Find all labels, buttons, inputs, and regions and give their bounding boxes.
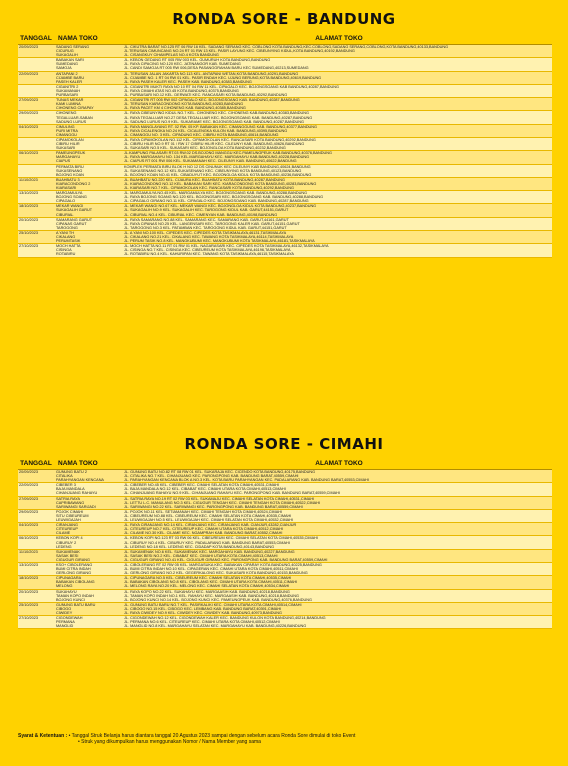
store-name: GERLONG GIRANG xyxy=(56,571,92,576)
store-address: JL. CIPUNAGARA NO.5 KEL. CIBEUREUM KEC. CIMAHI SELATAN KOTA CIMAHI,40535,CIMAHI xyxy=(124,576,292,581)
row-nama-toko xyxy=(54,72,122,84)
row-nama-toko xyxy=(54,98,122,110)
store-name: MOCH HATTA xyxy=(56,244,81,249)
store-name: SADANG SERANG xyxy=(56,45,90,49)
store-name: SARIWANGI SARIJADI xyxy=(56,504,96,509)
store-address: JL. RAYA SAMARANG NO.88 KEL. SAMARANG KEC. SAMARANG KAB. GARUT,44161,GARUT xyxy=(124,217,289,222)
store-name: SUKAHAYU xyxy=(56,589,77,594)
store-address: JL. CITALIKA NO.7 KEL. CIHANJUANG KEC. PARONGPONG KAB. BANDUNG BARAT,40559,CIMAHI xyxy=(124,474,299,479)
store-name: CIGANITRI 2 xyxy=(56,84,79,89)
store-address: JL. CIBEUREUM NO.88 KEL. CIBEUREUM KEC. CIMAHI SELATAN KOTA CIMAHI,40535,CIMAHI xyxy=(124,513,292,518)
row-alamat-toko xyxy=(122,218,552,230)
store-address: JL. PARAHYANGAN KENCANA BLOK A NO.3 KEL. KOTA BARU PARAHYANGAN KEC. PADALARANG KAB. BANDUNG BARAT,40553,CIMAHI xyxy=(124,478,369,483)
store-address: JL. RAYA CIWIDEY NO.9 KEL. CIWIDEY KEC. CIWIDEY KAB. BANDUNG,40973,BANDUNG xyxy=(124,611,282,615)
store-name: SUKAGALIH xyxy=(56,53,78,58)
table-row xyxy=(18,191,552,204)
table-header xyxy=(18,33,552,45)
table-row xyxy=(18,550,552,563)
store-name: BABAKAN CIBOLANG xyxy=(56,580,95,585)
store-name: SATRIA RAYA xyxy=(56,496,81,501)
store-name: CIMULING xyxy=(56,124,75,129)
store-address: JL.KAMPUNG PALASARI RT.03 RW.02 DS.BOJONG MANGGU KEC.PAMEUNGPEUK KAB.BANDUNG,40376,BANDUNG xyxy=(124,151,332,156)
store-name: SAMARANG GARUT xyxy=(56,217,93,222)
store-name: SASAK BESI xyxy=(56,553,79,558)
header-nama-toko: NAMA TOKO xyxy=(58,460,98,467)
table-row xyxy=(18,510,552,523)
section-title-bandung: RONDA SORE - BANDUNG xyxy=(172,10,396,28)
row-alamat-toko xyxy=(122,550,552,562)
store-address: JL. TERUSAN JALAN JAKARTA NO.113 KEL. ANTAPANI WETAN,KOTA BANDUNG,40291,BANDUNG xyxy=(124,71,299,76)
table-row xyxy=(18,470,552,483)
store-name: CIBOGO xyxy=(56,606,72,611)
store-address: JL. CIGANITRI RT 005 RW 002 CIPAGALO KEC. BOJONGSOANG KAB. BANDUNG,40287,BANDUNG xyxy=(124,98,300,103)
store-name: CIRANJANG xyxy=(56,523,78,528)
table-row xyxy=(18,58,552,71)
store-name: BAJA MANDALA xyxy=(56,487,85,492)
store-address: JL. CIJAMBE NO. 1 RT 04 RW 01 KEL. PASIR ENDAH KEC. UJUNG BERUNG,KOTA BANDUNG,40619,BANDUNG xyxy=(124,75,322,80)
store-address: JL. CIGUGUR GIRANG NO.41 KEL. CIGUGUR GIRANG KEC. PARONGPONG KAB. BANDUNG BARAT,40559,CIMAHI xyxy=(124,557,328,562)
store-name: GUNUNG BATU 2 xyxy=(56,470,87,474)
table-body xyxy=(18,470,552,726)
store-address: JL. MELONG RAYA NO.20 KEL. MELONG KEC. CIMAHI SELATAN KOTA CIMAHI,40534,CIMAHI xyxy=(124,584,290,589)
store-address: JL. CISINGA NO.7 KEL. CISINGA KEC. CIBEUREUM KOTA TASIKMALAYA,46196,TASIKMALAYA xyxy=(124,248,291,253)
store-name: A YANI TH xyxy=(56,230,74,235)
row-alamat-toko xyxy=(122,576,552,588)
table-row xyxy=(18,178,552,191)
store-name: CIBEBER 3 xyxy=(56,483,76,488)
row-nama-toko xyxy=(54,178,122,190)
store-address: JL. SASAK BESI NO.2 KEL. CIBABAT KEC. CIMAHI UTARA KOTA CIMAHI,40513,CIMAHI xyxy=(124,553,278,558)
row-nama-toko xyxy=(54,231,122,243)
row-alamat-toko xyxy=(122,85,552,97)
store-name: MEKAR WANGI xyxy=(56,204,84,209)
store-address: JL. KEBON GEDANG RT 005 RW 003 KEL. GUMURUH KOTA BANDUNG,BANDUNG xyxy=(124,58,271,63)
row-nama-toko xyxy=(54,497,122,509)
store-name: MELONG xyxy=(56,584,73,589)
store-address: JL. PURBASARI NO.12 KEL. DERWATI KEC. RANCASARI KOTA BANDUNG,40292,BANDUNG xyxy=(124,93,288,98)
store-address: KOMPLEK PERMATA BIRU BLOK H NO 12 DS CINUNUK KEC CILEUNYI KAB BANDUNG,40624,BANDUNG xyxy=(124,164,311,169)
store-address: JL. CISANGKUY CIHAMPELAS NO.4 KOTA BANDUNG xyxy=(124,53,219,58)
row-nama-toko xyxy=(54,58,122,70)
store-address: JL. RAYA CIMAHI ATAS NO.45 KOTA BANDUNG,40375,BANDUNG xyxy=(124,88,239,93)
store-name: MARGAMULYA xyxy=(56,191,83,196)
store-address: JL. MEKAR WANGI NO.67 KEL. MEKAR WANGI KEC. BOJONGLOA KIDUL KOTA BANDUNG,40237,BANDUNG xyxy=(124,204,317,209)
store-name: PURI MITRA xyxy=(56,128,78,133)
store-name: TAROGONG xyxy=(56,225,78,230)
store-name: CIBIRU HILIR xyxy=(56,142,80,147)
store-address: JL. KEBON KOPI NO.123 RT 03 RW 06 KEL. CIBEUREUM KEC. CIMAHI SELATAN KOTA CIMAHI,40535,CIMAHI xyxy=(124,536,318,541)
store-name: ANTAPANI 2 xyxy=(56,71,78,76)
store-name: PASEH KALER xyxy=(56,79,83,84)
terms-line-1: • Tanggal Struk Belanja harus diantara tanggal 20 Agustus 2023 sampai dengan sebelum acara Ronda Sore dimulai di toko Event xyxy=(68,733,356,739)
store-address: JL. RAYA MANGLAYANG RT. 02 RW. 05 KP. BABAKAN KEC. CIMANGGUNG KAB. BANDUNG,40377,BANDUNG xyxy=(124,124,317,129)
table-body xyxy=(18,45,552,424)
row-alamat-toko xyxy=(122,470,552,482)
store-name: CIPUNAGARA xyxy=(56,576,82,581)
store-address: JL. ROTABIRU NO.4 KEL. KAHURIPAN KEC. TAWANG KOTA TASIKMALAYA,46115,TASIKMALAYA xyxy=(124,252,294,257)
store-address: JL. RAYA CIRANJANG NO.14 KEL. CIRANJANG KEC. CIRANJANG KAB. CIANJUR,43282,CIANJUR xyxy=(124,523,297,528)
row-nama-toko xyxy=(54,244,122,256)
store-name: CITALIKA xyxy=(56,474,73,479)
store-address: JL. A YANI NO.100 KEL. CIPEDES KEC. CIPEDES KOTA TASIKMALAYA,46131,TASIKMALAYA xyxy=(124,230,287,235)
store-address: JL. TAMAN KOPO INDAH NO.1 KEL. RAHAYU KEC. MARGAASIH KAB. BANDUNG,40218,BANDUNG xyxy=(124,593,299,598)
row-tanggal: 11/10/2023 xyxy=(19,549,38,554)
store-name: CICURUG xyxy=(56,49,74,54)
row-nama-toko xyxy=(54,576,122,588)
store-address: JL. MOCH HATTA NO.11 RT 01 RW 01 KEL. NAGARASARI KEC. CIPEDES KOTA TASIKMALAYA,46132,TASIKMALAYA xyxy=(124,244,329,249)
store-address: JL. CIBURIAL NO.4 KEL. CIBURIAL KEC. CIMENYAN KAB. BANDUNG,40198,BANDUNG xyxy=(124,212,278,217)
store-address: JL. RAYA PASEH KALER KEC. PASEH KAB. BANDUNG,40383,BANDUNG xyxy=(124,79,252,84)
store-address: JL. RAYA MARGAHAYU NO. 134 KEL.MARGAHAYU KEC. MARGAHAYU KAB.BANDUNG,40228,BANDUNG xyxy=(124,155,310,160)
store-address: JL. CIPAGALO GIRANG NO.11 KEL. CIPAGALO KEC. BOJONGSOANG KAB. BANDUNG,40287,BANDUNG xyxy=(124,199,309,204)
row-alamat-toko xyxy=(122,204,552,216)
row-tanggal: 25/10/2023 xyxy=(19,230,39,235)
row-nama-toko xyxy=(54,550,122,562)
store-name: MANGLID xyxy=(56,624,74,629)
store-address: JL. CIBEBER NO.45 KEL. CIBEBER KEC. CIMAHI SELATAN KOTA CIMAHI,40531,CIMAHI xyxy=(124,483,280,488)
row-tanggal: 11/10/2023 xyxy=(19,177,38,182)
store-address: JL. CIGONDEWAH NO.12 KEL. CIGONDEWAH KALER KEC. BANDUNG KULON KOTA BANDUNG,40214,BANDUNG xyxy=(124,616,326,621)
store-address: JL. CIKUTRA BARAT NO.125 RT 06 RW 16 KEL. SADANG SERANG KEC. COBLONG KOTA BANDUNG,KEC.COBLONG,SADANG SERANG,COBLONG,KOTA BANDUNG,40133,BANDUNG xyxy=(124,45,449,49)
row-tanggal: 25/10/2023 xyxy=(19,602,39,607)
row-alamat-toko xyxy=(122,72,552,84)
row-alamat-toko xyxy=(122,111,552,123)
table-row xyxy=(18,590,552,603)
store-address: JL. CIKALANG NO.21 KEL. CIKALANG KEC. TAWANG KOTA TASIKMALAYA,46114,TASIKMALAYA xyxy=(124,235,294,240)
store-name: SAMOJA xyxy=(56,66,72,71)
row-tanggal: 22/09/2023 xyxy=(19,71,39,76)
store-address: JL. BOJONG KUNCI NO.14 KEL. BOJONG KUNCI KEC. PAMEUNGPEUK KAB. BANDUNG,40376,BANDUNG xyxy=(124,597,312,602)
row-nama-toko xyxy=(54,510,122,522)
store-address: JL. SUKASARI NO.5 KEL. SUKASARI KEC. BOJONGLOA KOTA BANDUNG,40232,BANDUNG xyxy=(124,146,286,151)
table-row xyxy=(18,218,552,231)
row-alamat-toko xyxy=(122,616,552,628)
store-address: JL. CIAPUS RT 001 RW 006 KEL. SUKAMANAH KEC. CILEUNYI KAB. BANDUNG,40622,BANDUNG xyxy=(124,159,297,164)
store-name: TEGALLUAR-SABAN xyxy=(56,115,93,120)
store-table-cimahi xyxy=(18,458,552,726)
row-tanggal xyxy=(18,165,54,177)
row-tanggal: 20/09/2023 xyxy=(19,470,39,474)
store-name: CIWIDEY xyxy=(56,611,73,615)
store-address: JL. RAYA TEGALLUAR NO.27 DESA TEGALLUAR KEC. BOJONGSOANG KAB. BANDUNG,40287,BANDUNG xyxy=(124,115,313,120)
row-alamat-toko xyxy=(122,536,552,548)
store-name: CISINGA xyxy=(56,248,72,253)
row-alamat-toko xyxy=(122,510,552,522)
table-row xyxy=(18,231,552,244)
table-row xyxy=(18,151,552,164)
store-address: JL. RAYA CIPAMOKOLAN NO.112 KEL. CIPAMOKOLAN KEC. RANCASARI KOTA BANDUNG,40292,BANDUNG xyxy=(124,137,316,142)
store-address: JL. CANDI SAMOJA RT 005 RW 006,DESA PASANGGRAHAN BARU KEC SUMEDANG,40213,SUMEDANG xyxy=(124,66,309,71)
store-name: CIJAMBE BARU xyxy=(56,75,85,80)
store-address: JL. SUKAGALIH NO.9 KEL. SUKAGALIH KEC. TAROGONG KIDUL KAB. GARUT,44151,GARUT xyxy=(124,208,289,213)
store-name: KIARASARI xyxy=(56,186,77,190)
row-nama-toko xyxy=(54,165,122,177)
row-alamat-toko xyxy=(122,563,552,575)
row-tanggal xyxy=(18,138,54,150)
store-address: JL. CIBOLERANG RT 02 RW 05 KEL. MARGASUKA KEC. BABAKAN CIPARAY KOTA BANDUNG,40225,BANDUNG xyxy=(124,562,322,567)
store-address: JL. BUMI CITRA INDAH NO.10 KEL. CIPAGERAN KEC. CIMAHI UTARA KOTA CIMAHI,40511,CIMAHI xyxy=(124,567,298,572)
row-tanggal: 13/10/2023 xyxy=(19,191,39,196)
store-name: MARGAHAYU xyxy=(56,155,81,160)
store-address: JL. TAROGONG NO.3 KEL. PATAMBAN KEC. TAROGONG KIDUL KAB. GARUT,44151,GARUT xyxy=(124,225,287,230)
row-nama-toko xyxy=(54,523,122,535)
store-address: JL. RAYA CICALENGKA NO.24 KEL. CICALENGKA KULON KAB. BANDUNG,40395,BANDUNG xyxy=(124,128,288,133)
header-alamat-toko: ALAMAT TOKO xyxy=(315,35,363,42)
row-tanggal: 06/10/2023 xyxy=(19,151,39,156)
row-alamat-toko xyxy=(122,151,552,163)
store-address: JL. RAYA CIBEUNYING KIDUL NO.7 KEL. CIHONENG KEC. CIHONENG KAB.BANDUNG,40383,BANDUNG xyxy=(124,111,309,116)
store-name: CIPAGALO xyxy=(56,199,76,204)
header-tanggal: TANGGAL xyxy=(20,460,52,467)
store-name: CIHANJUANG RAHAYU xyxy=(56,491,98,496)
store-address: JL. BAJA MANDALA NO.12 KEL. CIBABAT KEC. CIMAHI UTARA KOTA CIMAHI,40513,CIMAHI xyxy=(124,487,286,492)
row-nama-toko xyxy=(54,616,122,628)
store-address: JL. CILAME NO.30 KEL. CILAME KEC. NGAMPRAH KAB. BANDUNG BARAT,40552,CIMAHI xyxy=(124,531,283,536)
terms-line-2: • Struk yang dikumpulkan harus menggunakan Nomor / Nama Member yang sama xyxy=(78,739,261,745)
store-name: SADUNG LURUS xyxy=(56,119,87,124)
store-name: LEUWIGAJAH xyxy=(56,518,81,523)
store-name: SUKASARI xyxy=(56,146,76,151)
row-nama-toko xyxy=(54,536,122,548)
store-name: KSO+ CIBOLERANG xyxy=(56,562,93,567)
table-row xyxy=(18,616,552,629)
table-row xyxy=(18,204,552,217)
store-table-bandung xyxy=(18,33,552,424)
table-row xyxy=(18,244,552,257)
row-tanggal: 13/10/2023 xyxy=(19,562,39,567)
row-alamat-toko xyxy=(122,231,552,243)
store-name: GUNUNG BATU BARU xyxy=(56,602,96,607)
store-address: JL. BOJONG KOAN NO.41 KEL. CIBADUYUT KEC. BOJONGLOA KIDUL KOTA BANDUNG,40236,BANDUNG xyxy=(124,172,312,177)
row-alamat-toko xyxy=(122,45,552,57)
store-address: JL.TERUSAN CIMUNCANG NO.24 RT 01 RW 13 KEL. PASIR LAYUNG KEC. CIBEUNYING KIDUL,KOTA BANDUNG,40192,BANDUNG xyxy=(124,49,355,54)
store-name: CIGUGUR GIRANG xyxy=(56,557,90,562)
row-alamat-toko xyxy=(122,98,552,110)
store-address: JL. SATRIA RAYA NO.19 RT 02 RW 03 KEL. SUKAMAJU KEC. CIMAHI SELATAN KOTA CIMAHI,40531,CIMAHI xyxy=(124,496,315,501)
store-address: JL. RAYA PACET KM 4 CIHONENG KAB. BANDUNG,40385,BANDUNG xyxy=(124,106,246,111)
store-address: JL. KIARACONDONG NO.12 KEL. BABAKAN SARI KEC. KIARACONDONG KOTA BANDUNG,40283,BANDUNG xyxy=(124,181,317,186)
store-address: JL. CIMANGGU NO. 3 KEL. CIPADUNG KEC. CIBIRU KOTA BANDUNG,40614,BANDUNG xyxy=(124,132,279,137)
store-address: JL. SUKASENANG NO.12 KEL.SUKASENANG KEC. CIBEUNYING KOTA BANDUNG,40123,BANDUNG xyxy=(124,168,302,173)
store-address: JL. SUKAMENAK NO.6 KEL. SUKAMENAK KEC. MARGAHAYU KAB. BANDUNG,40227,BANDUNG xyxy=(124,549,295,554)
row-tanggal: 18/10/2023 xyxy=(19,576,39,581)
row-alamat-toko xyxy=(122,523,552,535)
store-address: JL. CIBIRU HILIR NO.9 RT 01 / RW 17 CIBIRU HILIR KEC. CILEUNYI KAB. BANDUNG,40626,BANDUNG xyxy=(124,142,305,147)
store-name: SUMEDANG xyxy=(56,62,78,67)
row-nama-toko xyxy=(54,138,122,150)
store-name: SITU CIBEUREUM xyxy=(56,513,89,518)
table-row xyxy=(18,483,552,496)
store-name: PERMATA BIRU xyxy=(56,164,84,169)
store-address: JL. POJOK NO.11 KEL. SETIAMANAH KEC. CIMAHI TENGAH KOTA CIMAHI,40524,CIMAHI xyxy=(124,509,283,514)
store-address: JL. KIARASARI NO.7 KEL. CIPAMOKOLAN KEC. RANCASARI KOTA BANDUNG,40292,BANDUNG xyxy=(124,186,294,190)
store-address: JL. RAYA KOPO NO.22 KEL. SUKAHAYU KEC. MARGAASIH KAB. BANDUNG,40218,BANDUNG xyxy=(124,589,290,594)
store-name: KEBON KOPI 4 xyxy=(56,536,83,541)
store-name: BUAHBATU 3 xyxy=(56,177,80,182)
store-name: CITEUREUP xyxy=(56,527,78,532)
store-address: JL. CITEUREUP NO.7 KEL. CITEUREUP KEC. CIMAHI UTARA KOTA CIMAHI,40512,CIMAHI xyxy=(124,527,284,532)
store-name: CIBURUY 2 xyxy=(56,540,77,545)
row-tanggal: 27/09/2023 xyxy=(19,98,39,103)
store-address: JL. SARIWANGI NO.22 KEL. SARIWANGI KEC. PARONGPONG KAB. BANDUNG BARAT,40559,CIMAHI xyxy=(124,504,303,509)
row-tanggal xyxy=(18,85,54,97)
store-name: SUKASENANG xyxy=(56,168,83,173)
store-name: SUKAMANAH xyxy=(56,88,81,93)
store-address: JL. TERUSAN KIARACONDONG KOTA BANDUNG,40283,BANDUNG xyxy=(124,102,244,107)
store-name: LEDENG xyxy=(56,544,72,549)
store-name: BOJONG KOAN xyxy=(56,172,84,177)
row-nama-toko xyxy=(54,45,122,57)
row-tanggal: 29/09/2023 xyxy=(19,509,39,514)
row-nama-toko xyxy=(54,85,122,97)
row-alamat-toko xyxy=(122,191,552,203)
table-row xyxy=(18,497,552,510)
table-row xyxy=(18,165,552,178)
row-nama-toko xyxy=(54,563,122,575)
store-name: SUKAMENAK xyxy=(56,549,80,554)
store-name: TUNAS MEKAR xyxy=(56,98,84,103)
row-tanggal xyxy=(18,58,54,70)
store-address: JL. LEUWIGAJAH NO.5 KEL. LEUWIGAJAH KEC. CIMAHI SELATAN KOTA CIMAHI,40532,CIMAHI xyxy=(124,518,294,523)
store-name: CIBURIAL xyxy=(56,212,74,217)
table-row xyxy=(18,523,552,536)
store-name: KAMI LUMINA xyxy=(56,102,81,107)
table-row xyxy=(18,85,552,98)
row-alamat-toko xyxy=(122,58,552,70)
store-address: JL. PERUM TASIK NO.8 KEL. MANGKUBUMI KEC. MANGKUBUMI KOTA TASIKMALAYA,46181,TASIKMALAYA xyxy=(124,239,315,244)
store-name: CIMANGGU xyxy=(56,132,77,137)
store-address: JL. GUNUNG BATU BARU NO.7 KEL. PASIRKALIKI KEC. CIMAHI UTARA KOTA CIMAHI,40514,CIMAHI xyxy=(124,602,302,607)
store-name: BOJONG KUNCI xyxy=(56,597,85,602)
store-address: JL. RAYA BOJONG SOANG NO.120 KEL. BOJONGSARI KEC. BOJONGSOANG KAB. BANDUNG,40288,BANDUNG xyxy=(124,195,324,200)
table-row xyxy=(18,603,552,616)
header-alamat-toko: ALAMAT TOKO xyxy=(315,460,363,467)
store-name: PERMANA xyxy=(56,620,75,625)
store-address: JL. CIHANJUANG RAHAYU NO.9 KEL. CIHANJUANG RAHAYU KEC. PARONGPONG KAB. BANDUNG BARAT,40559,CIMAHI xyxy=(124,491,340,496)
table-row xyxy=(18,138,552,151)
table-header xyxy=(18,458,552,470)
store-name: CIHONENG xyxy=(56,111,77,116)
store-name: TAMAN KOPO INDAH xyxy=(56,593,94,598)
store-address: JL. LEDENG NO.18 KEL. LEDENG KEC. CIDADAP KOTA BANDUNG,40143,BANDUNG xyxy=(124,544,275,549)
store-address: JL. PERMANA NO.6 KEL. CITEUREUP KEC. CIMAHI UTARA KOTA CIMAHI,40512,CIMAHI xyxy=(124,620,280,625)
row-nama-toko xyxy=(54,483,122,495)
row-nama-toko xyxy=(54,218,122,230)
store-name: CILAME xyxy=(56,531,71,536)
table-row xyxy=(18,536,552,549)
store-address: JL. RAYA CIPANAS NO.25 KEL. LANGENSARI KEC. TAROGONG KALER KAB. GARUT,44151,GARUT xyxy=(124,221,300,226)
store-address: JL. LETTU L.C. MANULANG NO.3 KEL. CIGUGUR TENGAH KEC. CIMAHI TENGAH KOTA CIMAHI,40522,CIMAHI xyxy=(124,500,321,505)
row-tanggal: 27/10/2023 xyxy=(19,616,39,621)
terms-label: Syarat & Ketentuan : xyxy=(18,733,68,739)
row-tanggal: 27/10/2023 xyxy=(19,244,39,249)
row-alamat-toko xyxy=(122,244,552,256)
store-name: CIKALANG xyxy=(56,235,76,240)
row-nama-toko xyxy=(54,151,122,163)
row-alamat-toko xyxy=(122,483,552,495)
store-address: JL. MARGAMULYA NO.45 KEL. MARGAMULYA KEC. BOJONGSOANG KAB. BANDUNG,40288,BANDUNG xyxy=(124,191,308,196)
table-row xyxy=(18,563,552,576)
store-address: JL. CIBURUY NO.4 KEL. CIBURUY KEC. PADALARANG KAB. BANDUNG BARAT,40553,CIMAHI xyxy=(124,540,290,545)
store-address: JL. BUAHBATU NO.220 KEL. CIJAURA KEC. BUAHBATU KOTA BANDUNG,40287,BANDUNG xyxy=(124,177,285,182)
store-name: SUKAGALIH GARUT xyxy=(56,208,93,213)
row-tanggal: 22/09/2023 xyxy=(19,483,39,488)
store-name: CIGONDEWAH xyxy=(56,616,83,621)
store-name: BABAKAN SARI xyxy=(56,58,84,63)
row-tanggal: 20/09/2023 xyxy=(19,45,39,49)
store-name: PURBASARI xyxy=(56,93,78,98)
row-alamat-toko xyxy=(122,497,552,509)
row-tanggal: 20/10/2023 xyxy=(19,217,39,222)
store-name: PAMEUNGPEUK xyxy=(56,151,86,156)
row-alamat-toko xyxy=(122,603,552,615)
table-row xyxy=(18,125,552,138)
store-name: KIARACONDONG 2 xyxy=(56,181,91,186)
store-name: CAPRIBAWANG xyxy=(56,500,85,505)
store-name: PARAHYANGAN KENCANA xyxy=(56,478,104,483)
row-alamat-toko xyxy=(122,138,552,150)
row-alamat-toko xyxy=(122,165,552,177)
row-nama-toko xyxy=(54,191,122,203)
store-name: POJOK CIMAHI xyxy=(56,509,84,514)
row-nama-toko xyxy=(54,111,122,123)
row-tanggal: 27/09/2023 xyxy=(19,496,39,501)
store-name: CIHONENG CIRAPAY xyxy=(56,106,94,111)
store-address: JL. GUNUNG BATU NO.82 RT 08 RW 01 KEL. SUKARAJA KEC. CICENDO KOTA BANDUNG,40175,BANDUNG xyxy=(124,470,316,474)
header-tanggal: TANGGAL xyxy=(20,35,52,42)
table-row xyxy=(18,98,552,111)
row-alamat-toko xyxy=(122,178,552,190)
section-title-cimahi: RONDA SORE - CIMAHI xyxy=(184,435,384,453)
row-nama-toko xyxy=(54,204,122,216)
row-tanggal: 18/10/2023 xyxy=(19,204,39,209)
store-address: JL. CIGANITRI MUKTI RAYA NO 10 RT 04 RW 11 KEL. CIPAGALO KEC. BOJONGSOANG KAB BANDUNG,40287,BANDUNG xyxy=(124,84,339,89)
row-tanggal: 06/10/2023 xyxy=(19,536,39,541)
store-name: BOJONG SOANG xyxy=(56,195,87,200)
store-address: JL. MANGLID NO.8 KEL. MARGAHAYU SELATAN KEC. MARGAHAYU KAB. BANDUNG,40226,BANDUNG xyxy=(124,624,307,629)
store-name: BUMI CITRA INDAH xyxy=(56,567,91,572)
row-tanggal: 04/10/2023 xyxy=(19,523,39,528)
row-nama-toko xyxy=(54,125,122,137)
store-name: PERUMTASIK xyxy=(56,239,81,244)
row-nama-toko xyxy=(54,603,122,615)
header-nama-toko: NAMA TOKO xyxy=(58,35,98,42)
store-address: JL. BABAKAN CIBOLANG NO.8 KEL. CIBOLANG KEC. CIMAHI UTARA KOTA CIMAHI,40511,CIMAHI xyxy=(124,580,298,585)
store-address: JL. RAYA CIPACING NO.120 KEC. JATINANGOR KAB. SUMEDANG xyxy=(124,62,241,67)
row-tanggal: 20/10/2023 xyxy=(19,589,39,594)
store-address: JL. CIBOGO NO.15 KEL. CIBOGO KEC. LEMBANG KAB. BANDUNG BARAT,40391,CIMAHI xyxy=(124,606,282,611)
store-address: JL. SADUNG LURUS NO.9 KEL. SUKARAME KEC. BOJONGSOANG KAB. BANDUNG,40287,BANDUNG xyxy=(124,119,304,124)
store-address: JL. GERLONG GIRANG NO.2 KEL. GEGERKALONG KEC. SUKASARI KOTA BANDUNG,40153,BANDUNG xyxy=(124,571,308,576)
row-nama-toko xyxy=(54,590,122,602)
row-alamat-toko xyxy=(122,125,552,137)
row-tanggal: 04/10/2023 xyxy=(19,124,39,129)
row-alamat-toko xyxy=(122,590,552,602)
row-nama-toko xyxy=(54,470,122,482)
table-row xyxy=(18,111,552,124)
store-name: ROTABIRU xyxy=(56,252,76,257)
store-name: CIPANAS GARUT xyxy=(56,221,87,226)
table-row xyxy=(18,576,552,589)
terms-footer xyxy=(18,733,552,745)
table-row xyxy=(18,45,552,58)
store-name: CIAPUS xyxy=(56,159,71,164)
row-tanggal: 29/09/2023 xyxy=(19,111,39,116)
table-row xyxy=(18,72,552,85)
store-name: CIPAMOKOLAN xyxy=(56,137,84,142)
